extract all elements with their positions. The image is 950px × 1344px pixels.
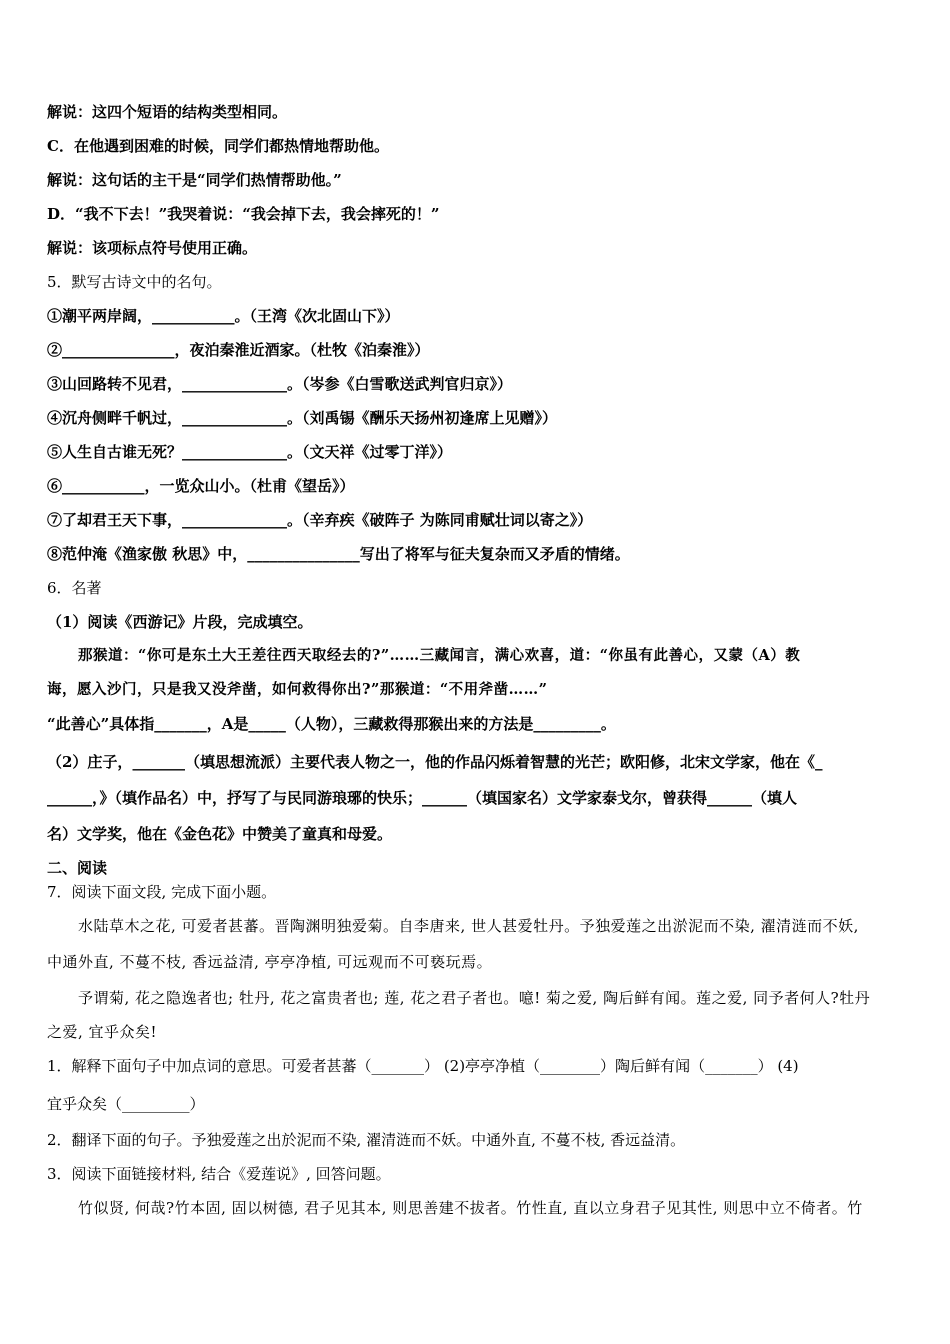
sub-question-2-cont: ______，》（填作品名）中，抒写了与民同游琅琊的快乐；______（填国家名）文学家泰戈尔，曾获得______（填人 [47,789,798,807]
poem-blank-4: ④沉舟侧畔千帆过，______________。（刘禹锡《酬乐天扬州初逢席上见赠》） [47,409,558,427]
fill-blank-line: “此善心”具体指_______，A是_____（人物），三藏救得那猴出来的方法是_________。 [47,715,616,733]
excerpt-line: 诲，愿入沙门，只是我又没斧凿，如何救得你出?”那猴道：“不用斧凿……” [47,681,548,698]
option-c: C．在他遇到困难的时候，同学们都热情地帮助他。 [47,137,389,155]
passage-line: 之爱, 宜乎众矣! [47,1023,158,1041]
linked-material-line: 竹似贤, 何哉?竹本固, 固以树德, 君子见其本, 则思善建不拔者。竹性直, 直以立身君子见其性, 则思中立不倚者。竹 [78,1199,863,1217]
poem-blank-8: ⑧范仲淹《渔家傲 秋思》中，_______________写出了将军与征夫复杂而又矛盾的情绪。 [47,545,630,563]
passage-line: 予谓菊, 花之隐逸者也; 牡丹, 花之富贵者也; 莲, 花之君子者也。噫! 菊之爱, 陶后鲜有闻。莲之爱, 同予者何人?牡丹 [78,989,871,1007]
section-reading-heading: 二、阅读 [47,859,108,877]
question-6-title: 6．名著 [47,579,102,597]
poem-blank-7: ⑦了却君王天下事，______________。（辛弃疾《破阵子 为陈同甫赋壮词以寄之》） [47,511,593,529]
explanation-line: 解说：该项标点符号使用正确。 [47,239,258,257]
poem-blank-1: ①潮平两岸阔，___________。（王湾《次北固山下》） [47,307,400,325]
explanation-line: 解说：这句话的主干是“同学们热情帮助他。” [47,171,342,189]
task-1-cont: 宜乎众矣（_________） [47,1095,205,1113]
task-1: 1．解释下面句子中加点词的意思。可爱者甚蕃（_______） (2)亭亭净植（________）陶后鲜有闻（_______） (4) [47,1057,799,1075]
passage-line: 水陆草木之花, 可爱者甚蕃。晋陶渊明独爱菊。自李唐来, 世人甚爱牡丹。予独爱莲之出淤泥而不染, 濯清涟而不妖, [78,917,859,935]
sub-question-2-cont: 名）文学奖，他在《金色花》中赞美了童真和母爱。 [47,825,393,843]
poem-blank-6: ⑥___________，一览众山小。（杜甫《望岳》） [47,477,355,495]
question-5-title: 5．默写古诗文中的名句。 [47,273,222,291]
passage-line: 中通外直, 不蔓不枝, 香远益清, 亭亭净植, 可远观而不可亵玩焉。 [47,953,493,971]
task-2: 2．翻译下面的句子。予独爱莲之出於泥而不染, 濯清涟而不妖。中通外直, 不蔓不枝, 香远益清。 [47,1131,686,1149]
poem-blank-2: ②_______________，夜泊秦淮近酒家。（杜牧《泊秦淮》） [47,341,430,359]
option-d: D．“我不下去！”我哭着说：“我会掉下去，我会摔死的！” [47,205,440,223]
explanation-line: 解说：这四个短语的结构类型相同。 [47,103,288,121]
task-3: 3．阅读下面链接材料, 结合《爱莲说》, 回答问题。 [47,1165,391,1183]
poem-blank-5: ⑤人生自古谁无死？______________。（文天祥《过零丁洋》） [47,443,453,461]
sub-question-2: （2）庄子，_______（填思想流派）主要代表人物之一，他的作品闪烁着智慧的光芒；欧阳修，北宋文学家，他在《_ [47,753,823,771]
excerpt-line: 那猴道：“你可是东土大王差往西天取经去的?”……三藏闻言，满心欢喜，道：“你虽有此善心，又蒙（A）教 [78,647,801,664]
question-7-title: 7．阅读下面文段, 完成下面小题。 [47,883,277,901]
poem-blank-3: ③山回路转不见君，______________。（岑参《白雪歌送武判官归京》） [47,375,513,393]
sub-question-1: （1）阅读《西游记》片段，完成填空。 [47,613,313,631]
